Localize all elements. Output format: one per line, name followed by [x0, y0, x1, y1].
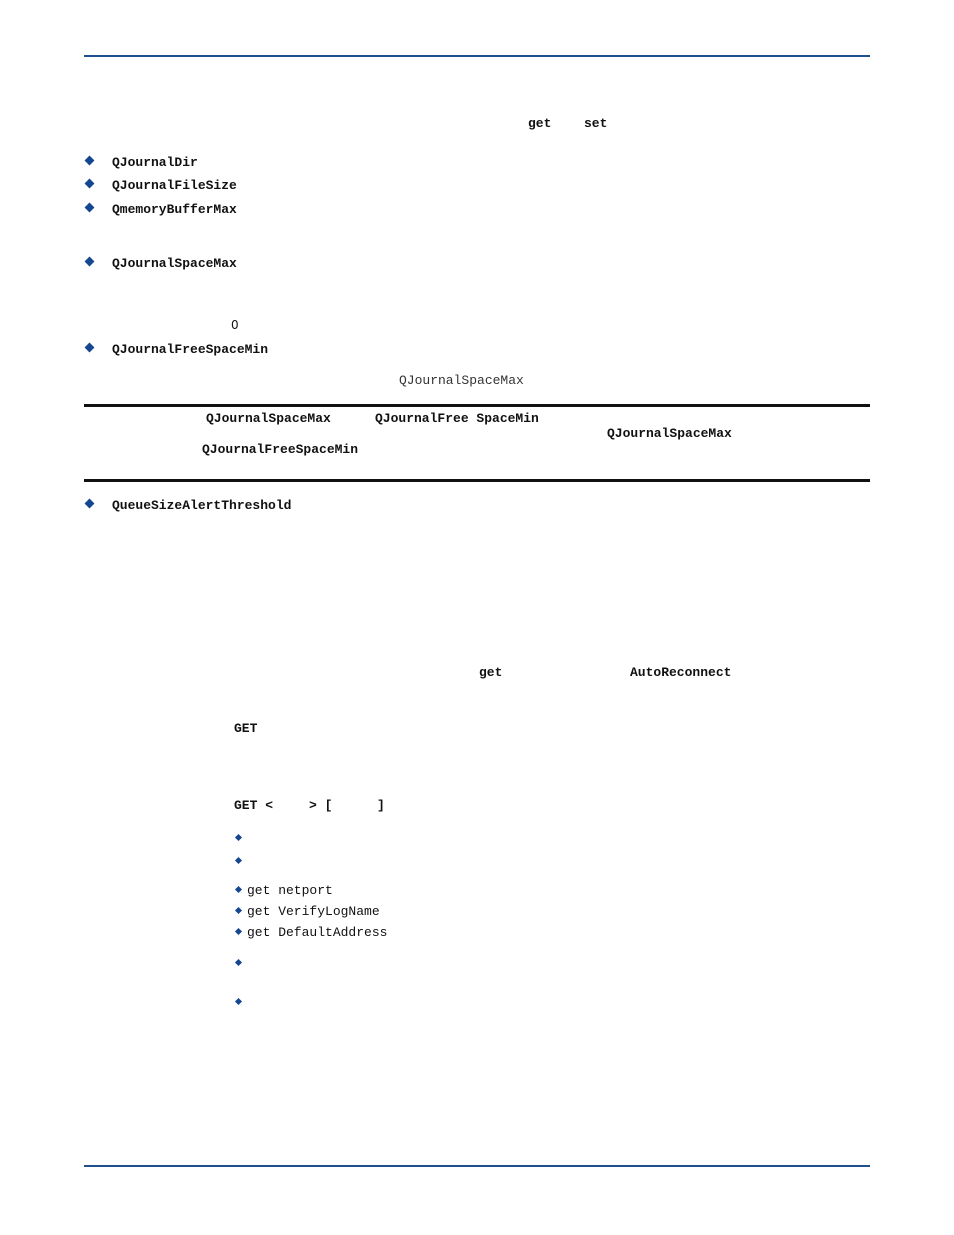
- diamond-bullet-icon: [235, 928, 242, 935]
- header-rule: [84, 55, 870, 57]
- param-qmemorybuffermax: QmemoryBufferMax: [112, 202, 237, 217]
- diamond-bullet-icon: [85, 179, 95, 189]
- param-qjournalfreespacemin: QJournalFreeSpaceMin: [112, 342, 269, 357]
- code-get-2: get: [479, 665, 503, 680]
- diamond-bullet-icon: [235, 959, 242, 966]
- note-code-qjournalspacemax-2: QJournalSpaceMax: [607, 426, 732, 441]
- diamond-bullet-icon: [235, 886, 242, 893]
- diamond-bullet-icon: [235, 907, 242, 914]
- code-get: get: [528, 116, 552, 131]
- ref-qjournalspacemax: QJournalSpaceMax: [399, 373, 524, 388]
- syntax-part-b: > [: [309, 798, 333, 813]
- example-get-netport: get netport: [247, 883, 333, 898]
- param-queuesizealertthreshold: QueueSizeAlertThreshold: [112, 498, 292, 513]
- syntax-part-a: GET <: [234, 798, 274, 813]
- syntax-part-c: ]: [377, 798, 385, 813]
- code-autoreconnect: AutoReconnect: [630, 665, 732, 680]
- diamond-bullet-icon: [235, 834, 242, 841]
- diamond-bullet-icon: [235, 857, 242, 864]
- note-top-rule: [84, 404, 870, 407]
- param-qjournalfilesize: QJournalFileSize: [112, 178, 237, 193]
- diamond-bullet-icon: [85, 343, 95, 353]
- note-code-qjournalspacemax: QJournalSpaceMax: [206, 411, 331, 426]
- note-code-qjournalfreespacemin: QJournalFree SpaceMin: [375, 411, 539, 426]
- code-set: set: [584, 116, 608, 131]
- diamond-bullet-icon: [235, 998, 242, 1005]
- diamond-bullet-icon: [85, 257, 95, 267]
- diamond-bullet-icon: [85, 203, 95, 213]
- param-qjournaldir: QJournalDir: [112, 155, 198, 170]
- note-bottom-rule: [84, 479, 870, 482]
- example-get-defaultaddress: get DefaultAddress: [247, 925, 388, 940]
- example-get-verifylogname: get VerifyLogName: [247, 904, 380, 919]
- default-zero: 0: [231, 318, 239, 332]
- command-heading-get: GET: [234, 721, 258, 736]
- diamond-bullet-icon: [85, 499, 95, 509]
- note-code-qjournalfreespacemin-2: QJournalFreeSpaceMin: [202, 442, 359, 457]
- footer-rule: [84, 1165, 870, 1167]
- diamond-bullet-icon: [85, 156, 95, 166]
- param-qjournalspacemax: QJournalSpaceMax: [112, 256, 237, 271]
